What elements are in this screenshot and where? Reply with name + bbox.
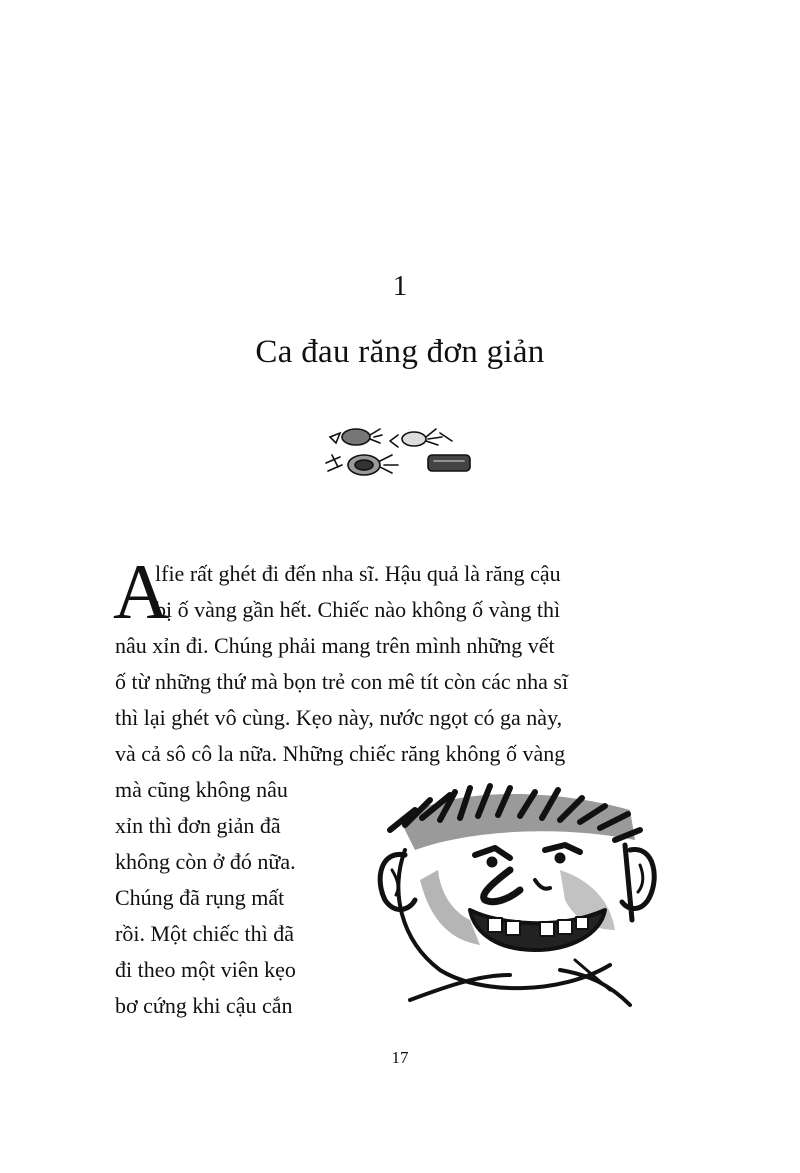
drop-cap: A [113, 548, 170, 635]
grinning-boy-icon [360, 770, 680, 1020]
text-line: Chúng đã rụng mất [115, 885, 285, 910]
text-line: bơ cứng khi cậu cắn [115, 993, 293, 1018]
chapter-title: Ca đau răng đơn giản [255, 334, 545, 370]
text-line: mà cũng không nâu [115, 777, 288, 802]
text-line: và cả sô cô la nữa. Những chiếc răng không ố vàng [115, 741, 566, 766]
text-line: nâu xỉn đi. Chúng phải mang trên mình những vết [115, 633, 555, 658]
text-line: rồi. Một chiếc thì đã [115, 921, 295, 946]
text-line: lfie rất ghét đi đến nha sĩ. Hậu quả là răng cậu [155, 561, 561, 586]
chapter-number: 1 [392, 270, 408, 302]
text-line: xỉn thì đơn giản đã [115, 813, 281, 838]
page-number: 17 [391, 1048, 409, 1067]
text-line: ố từ những thứ mà bọn trẻ con mê tít còn các nha sĩ [115, 669, 569, 694]
text-line: bị ố vàng gần hết. Chiếc nào không ố vàng thì [155, 597, 561, 622]
text-line: không còn ở đó nữa. [115, 849, 296, 874]
candy-wrappers-icon [318, 415, 478, 490]
text-line: đi theo một viên kẹo [115, 957, 296, 982]
text-line: thì lại ghét vô cùng. Kẹo này, nước ngọt có ga này, [115, 705, 563, 730]
